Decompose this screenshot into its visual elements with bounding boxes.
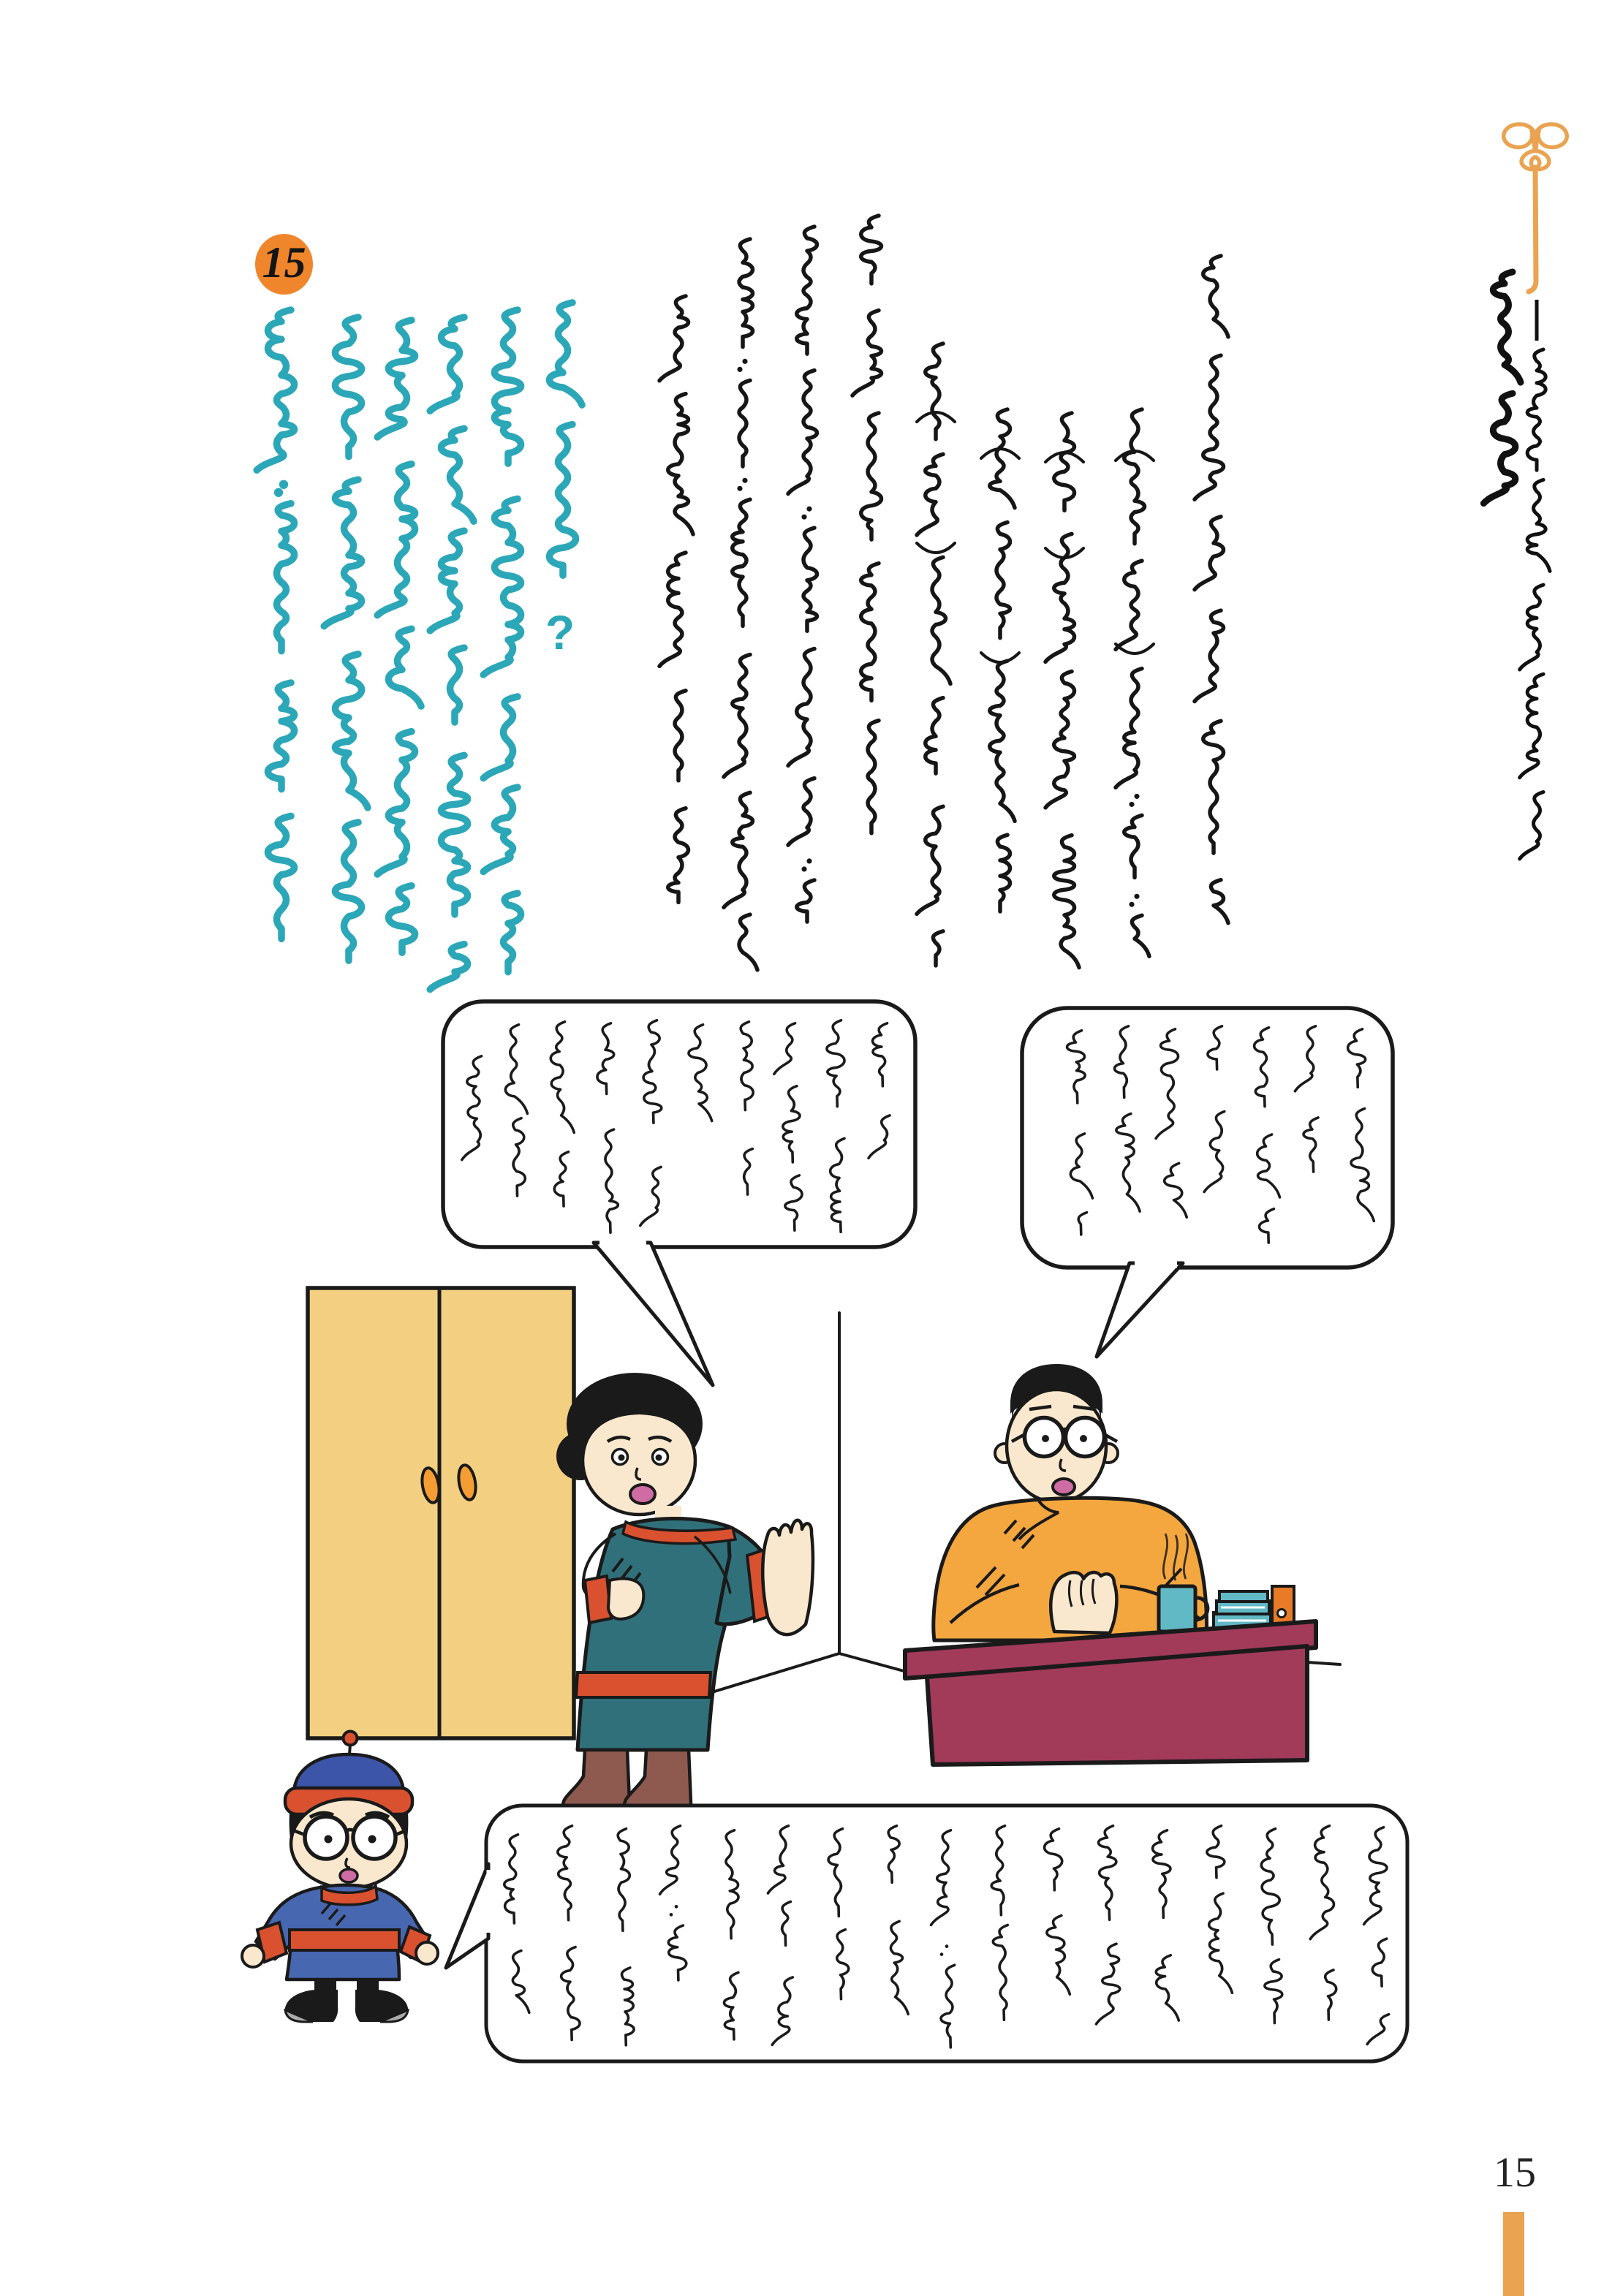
wardrobe-door — [308, 1288, 574, 1738]
mother-right-hand — [763, 1520, 813, 1634]
mongolian-script-column — [917, 344, 950, 966]
header-title-column — [1520, 300, 1550, 859]
bubble-tail — [594, 1243, 713, 1385]
mother-left-hand — [608, 1579, 643, 1619]
mongolian-script-column — [1116, 409, 1149, 956]
lesson-number-badge — [255, 234, 313, 295]
teacher-desk — [905, 1621, 1316, 1765]
mongolian-script-column — [1520, 349, 1550, 859]
floor-line-right — [1307, 1662, 1340, 1664]
orange-book — [1272, 1586, 1294, 1626]
parenthesis-mark — [1116, 451, 1154, 461]
mongolian-script-column — [483, 310, 521, 972]
lesson-number: 15 — [262, 238, 306, 287]
mongolian-script-column — [324, 317, 368, 961]
script-punctuation-dot — [742, 478, 747, 483]
script-punctuation-dot — [675, 1905, 678, 1909]
teacup — [1159, 1586, 1195, 1632]
character-boy — [242, 1732, 438, 2023]
header-title-bold-column — [1483, 272, 1521, 504]
mongolian-script-column — [1483, 272, 1521, 504]
script-punctuation-dot — [806, 507, 812, 512]
mother-deel — [578, 1518, 743, 1750]
mongolian-script-column — [1195, 256, 1228, 923]
teal-heading-block — [257, 303, 582, 990]
parenthesis-mark — [981, 449, 1019, 458]
margin-header — [1483, 124, 1567, 859]
script-punctuation-dot — [1129, 902, 1134, 907]
mongolian-script-column — [549, 303, 582, 575]
script-punctuation-dot — [737, 367, 742, 372]
script-punctuation-dot — [274, 488, 283, 497]
script-punctuation-dot — [742, 359, 747, 364]
mongolian-script-column — [852, 216, 882, 833]
script-punctuation-dot — [1134, 794, 1139, 799]
floor-line-mid — [839, 1653, 907, 1672]
script-punctuation-dot — [806, 858, 812, 863]
mongolian-script-column — [1045, 413, 1079, 968]
script-punctuation-dot — [940, 1952, 944, 1956]
flourish-ornament-icon — [1504, 124, 1567, 292]
page-edge-accent-bar — [1503, 2212, 1524, 2296]
boy-hand-right — [416, 1942, 438, 1964]
mongolian-script-column — [659, 296, 693, 902]
page-number: 15 — [1494, 2148, 1536, 2196]
parenthesis-mark — [981, 653, 1019, 662]
script-punctuation-dot — [1129, 802, 1134, 807]
parenthesis-mark — [1045, 548, 1083, 558]
belt-sash — [576, 1672, 711, 1697]
character-mother — [556, 1373, 813, 1818]
script-punctuation-dot — [279, 480, 288, 489]
mongolian-script-column — [788, 227, 817, 922]
script-punctuation-dot — [801, 515, 806, 520]
mongolian-script-column — [377, 320, 421, 952]
bubble-tail — [446, 1864, 488, 1968]
script-punctuation-dot — [670, 1913, 673, 1917]
script-punctuation-dot — [801, 866, 806, 871]
speech-bubble-teacher — [1022, 1008, 1393, 1357]
hat-knob — [344, 1732, 357, 1746]
mongolian-script-column — [257, 310, 294, 939]
bubble-tail — [1097, 1263, 1183, 1357]
belt-sash — [290, 1930, 399, 1950]
parenthesis-mark — [917, 543, 955, 553]
mongolian-script-column — [724, 239, 757, 970]
boy-hand-left — [242, 1945, 264, 1967]
speech-bubble-boy — [446, 1806, 1407, 2061]
script-punctuation-dot — [1134, 894, 1139, 899]
script-punctuation-dot — [737, 486, 742, 491]
body-text-block — [659, 216, 1228, 970]
mongolian-script-column — [430, 317, 474, 990]
question-mark: ? — [545, 605, 575, 659]
script-punctuation-dot — [945, 1944, 949, 1948]
